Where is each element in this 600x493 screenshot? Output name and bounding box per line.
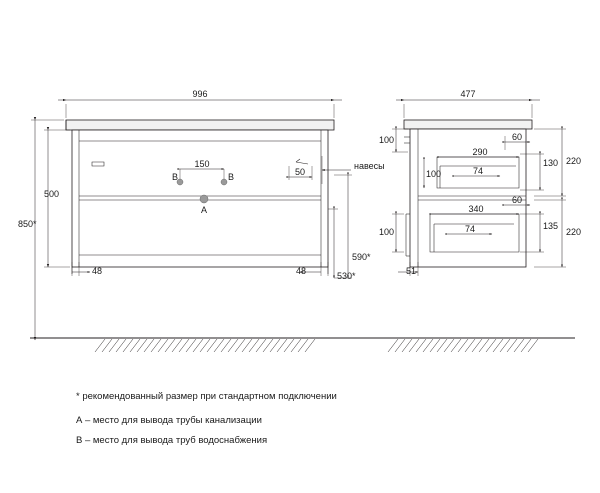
dim-label-front-590: 590*: [352, 252, 371, 262]
callout-navesy: навесы: [354, 161, 385, 171]
dim-label-front-150: 150: [194, 159, 210, 169]
dim-label-side-100-bottom: 100: [379, 227, 395, 237]
dim-label-front-offset-left: 48: [92, 266, 103, 276]
dim-label-side-depth: 477: [460, 89, 476, 99]
marker-label-a: A: [200, 205, 208, 215]
dim-label-front-height-500: 500: [44, 189, 60, 199]
dim-label-side-220-top: 220: [566, 156, 582, 166]
dim-label-front-height-850: 850*: [18, 219, 37, 229]
dim-label-side-51: 51: [406, 266, 417, 276]
legend-line-3: В – место для вывода труб водоснабжения: [76, 435, 268, 446]
dim-label-side-130: 130: [543, 158, 559, 168]
dim-label-side-74-bottom: 74: [464, 224, 476, 234]
dim-label-side-60-bottom: 60: [511, 195, 523, 205]
dim-label-front-offset-right: 48: [296, 266, 307, 276]
dim-label-front-530: 530*: [337, 271, 356, 281]
dim-label-side-100-mid: 100: [426, 169, 442, 179]
dim-label-front-50: 50: [294, 167, 306, 177]
dim-label-side-290: 290: [472, 147, 488, 157]
legend-line-1: * рекомендованный размер при стандартном подключении: [76, 391, 337, 402]
dim-label-side-74-top: 74: [472, 166, 484, 176]
dim-label-side-220-bottom: 220: [566, 227, 582, 237]
dim-label-side-60-top: 60: [511, 132, 523, 142]
marker-label-b-left: B: [172, 172, 179, 182]
dim-label-side-100-top: 100: [379, 135, 395, 145]
dim-label-side-135: 135: [543, 221, 559, 231]
marker-label-b-right: B: [228, 172, 235, 182]
dim-label-front-width: 996: [192, 89, 208, 99]
dim-label-side-340: 340: [468, 204, 484, 214]
legend-line-2: А – место для вывода трубы канализации: [76, 415, 262, 426]
